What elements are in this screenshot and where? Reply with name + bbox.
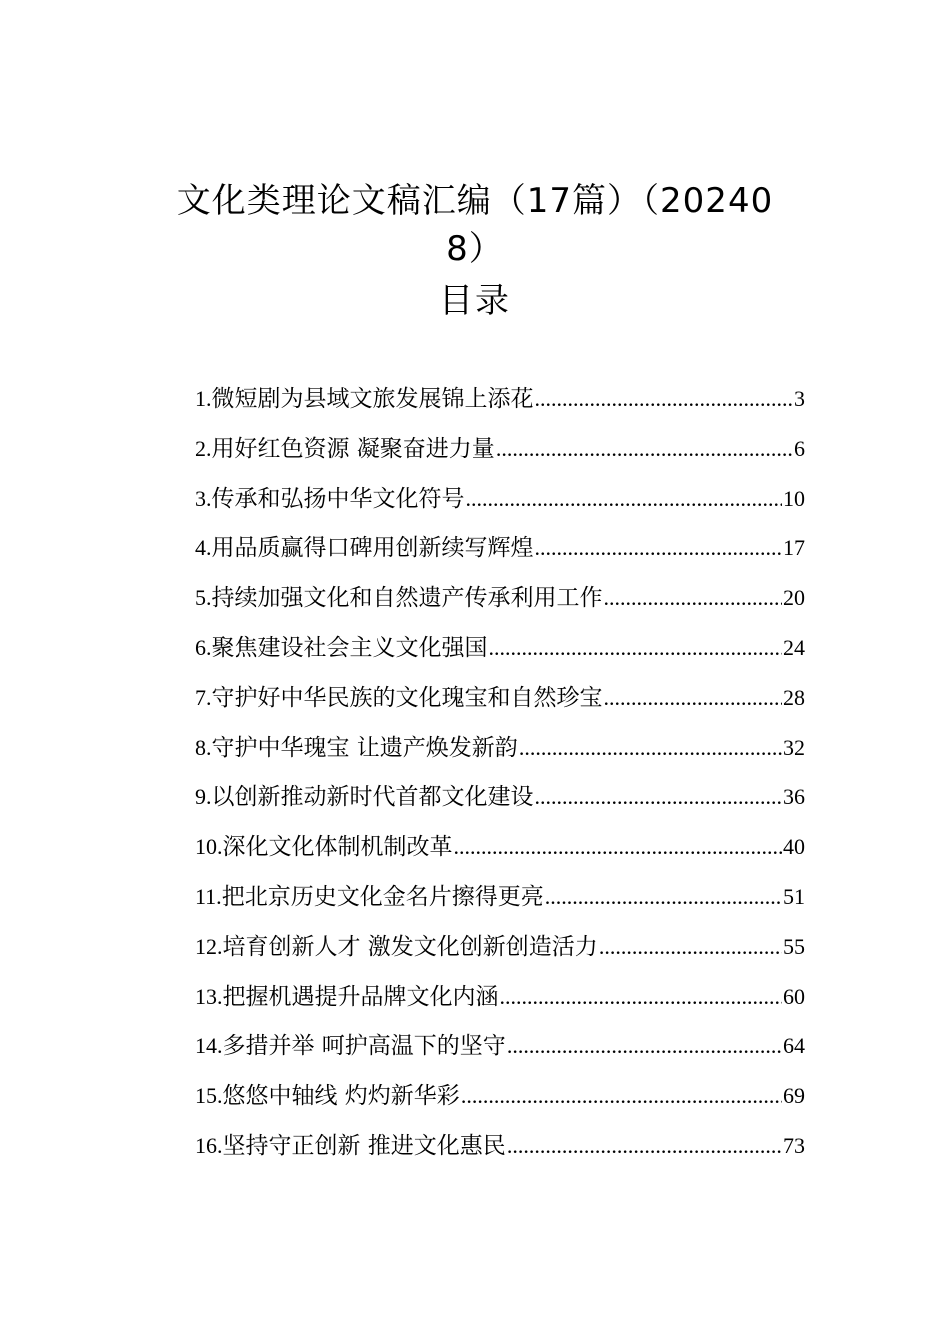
toc-entry-page: 69 xyxy=(783,1083,805,1109)
toc-dot-leader xyxy=(599,934,782,960)
toc-entry-number: 1. xyxy=(195,386,212,411)
toc-entry-number: 16. xyxy=(195,1132,223,1158)
document-title-line-2: 8） xyxy=(446,229,504,269)
toc-entry-page: 60 xyxy=(783,983,805,1009)
toc-entry-page: 17 xyxy=(783,535,805,561)
toc-entry-page: 36 xyxy=(783,784,805,810)
toc-dot-leader xyxy=(604,685,783,711)
toc-entry[interactable] xyxy=(195,928,805,978)
toc-entry-title: 用好红色资源 凝聚奋进力量 xyxy=(211,435,495,462)
toc-entry-number: 6. xyxy=(195,634,212,660)
toc-entry[interactable] xyxy=(195,878,805,928)
toc-dot-leader xyxy=(461,1083,782,1109)
toc-entry-number: 14. xyxy=(195,1033,223,1059)
toc-entry-number: 5. xyxy=(195,585,212,611)
toc-entry-number: 12. xyxy=(195,933,223,959)
toc-dot-leader xyxy=(535,784,783,810)
toc-entry-page: 6 xyxy=(794,435,805,461)
toc-entry[interactable] xyxy=(195,679,805,729)
toc-dot-leader xyxy=(535,535,783,561)
toc-entry-page: 28 xyxy=(783,684,805,710)
toc-entry-title: 坚持守正创新 推进文化惠民 xyxy=(222,1132,506,1159)
toc-dot-leader xyxy=(507,1033,782,1059)
toc-entry-page: 3 xyxy=(794,386,805,411)
toc-entry-number: 4. xyxy=(195,535,212,561)
toc-entry-page: 55 xyxy=(783,933,805,959)
toc-heading: 目录 xyxy=(439,281,511,321)
toc-entry-page: 51 xyxy=(783,883,805,909)
toc-entry-number: 3. xyxy=(195,485,212,511)
toc-entry-title: 守护好中华民族的文化瑰宝和自然珍宝 xyxy=(211,684,603,711)
toc-entry[interactable] xyxy=(195,1127,805,1177)
toc-dot-leader xyxy=(454,834,783,860)
toc-entry-page: 20 xyxy=(783,585,805,611)
toc-entry-page: 73 xyxy=(783,1132,805,1158)
toc-entry-title: 聚焦建设社会主义文化强国 xyxy=(211,634,488,661)
toc-entry-title: 用品质赢得口碑用创新续写辉煌 xyxy=(211,535,534,562)
toc-entry-page: 64 xyxy=(783,1033,805,1059)
toc-dot-leader xyxy=(545,884,782,910)
toc-entry-title: 微短剧为县域文旅发展锦上添花 xyxy=(211,386,534,412)
toc-dot-leader xyxy=(496,436,793,462)
toc-entry-number: 15. xyxy=(195,1083,223,1109)
toc-entry-number: 7. xyxy=(195,684,212,710)
toc-dot-leader xyxy=(519,735,782,761)
toc-entry[interactable] xyxy=(195,380,805,430)
toc-entry[interactable] xyxy=(195,978,805,1028)
toc-dot-leader xyxy=(535,386,794,412)
toc-entry[interactable] xyxy=(195,778,805,828)
toc-entry[interactable] xyxy=(195,1027,805,1077)
toc-entry-title: 多措并举 呵护高温下的坚守 xyxy=(222,1033,506,1060)
toc-entry[interactable] xyxy=(195,480,805,530)
toc-entry[interactable] xyxy=(195,828,805,878)
toc-entry-page: 40 xyxy=(783,834,805,860)
toc-entry-title: 把北京历史文化金名片擦得更亮 xyxy=(221,883,544,910)
toc-entry[interactable] xyxy=(195,629,805,679)
toc-entry-title: 以创新推动新时代首都文化建设 xyxy=(211,784,534,811)
toc-entry[interactable] xyxy=(195,1077,805,1127)
toc-entry-title: 深化文化体制机制改革 xyxy=(222,834,453,861)
toc-entry-number: 9. xyxy=(195,784,212,810)
table-of-contents xyxy=(195,380,805,1177)
toc-entry[interactable] xyxy=(195,579,805,629)
toc-entry-title: 悠悠中轴线 灼灼新华彩 xyxy=(222,1083,460,1110)
toc-entry-number: 13. xyxy=(195,983,223,1009)
toc-entry-title: 把握机遇提升品牌文化内涵 xyxy=(222,983,499,1010)
toc-entry-page: 32 xyxy=(783,734,805,760)
document-title-line-1: 文化类理论文稿汇编（17篇）（20240 xyxy=(176,181,774,221)
toc-entry-number: 11. xyxy=(195,883,222,909)
toc-entry-number: 8. xyxy=(195,734,212,760)
toc-entry-number: 2. xyxy=(195,435,212,461)
toc-entry-number: 10. xyxy=(195,834,223,860)
toc-dot-leader xyxy=(500,984,783,1010)
toc-entry-page: 24 xyxy=(783,634,805,660)
toc-dot-leader xyxy=(604,585,783,611)
toc-entry[interactable] xyxy=(195,529,805,579)
toc-entry-title: 持续加强文化和自然遗产传承利用工作 xyxy=(211,585,603,612)
toc-entry-title: 培育创新人才 激发文化创新创造活力 xyxy=(222,933,598,960)
toc-dot-leader xyxy=(466,486,783,512)
toc-entry[interactable] xyxy=(195,729,805,779)
toc-entry-title: 传承和弘扬中华文化符号 xyxy=(211,485,465,512)
toc-entry[interactable] xyxy=(195,430,805,480)
toc-dot-leader xyxy=(489,635,783,661)
toc-dot-leader xyxy=(507,1133,782,1159)
toc-entry-title: 守护中华瑰宝 让遗产焕发新韵 xyxy=(211,734,518,761)
toc-entry-page: 10 xyxy=(783,485,805,511)
